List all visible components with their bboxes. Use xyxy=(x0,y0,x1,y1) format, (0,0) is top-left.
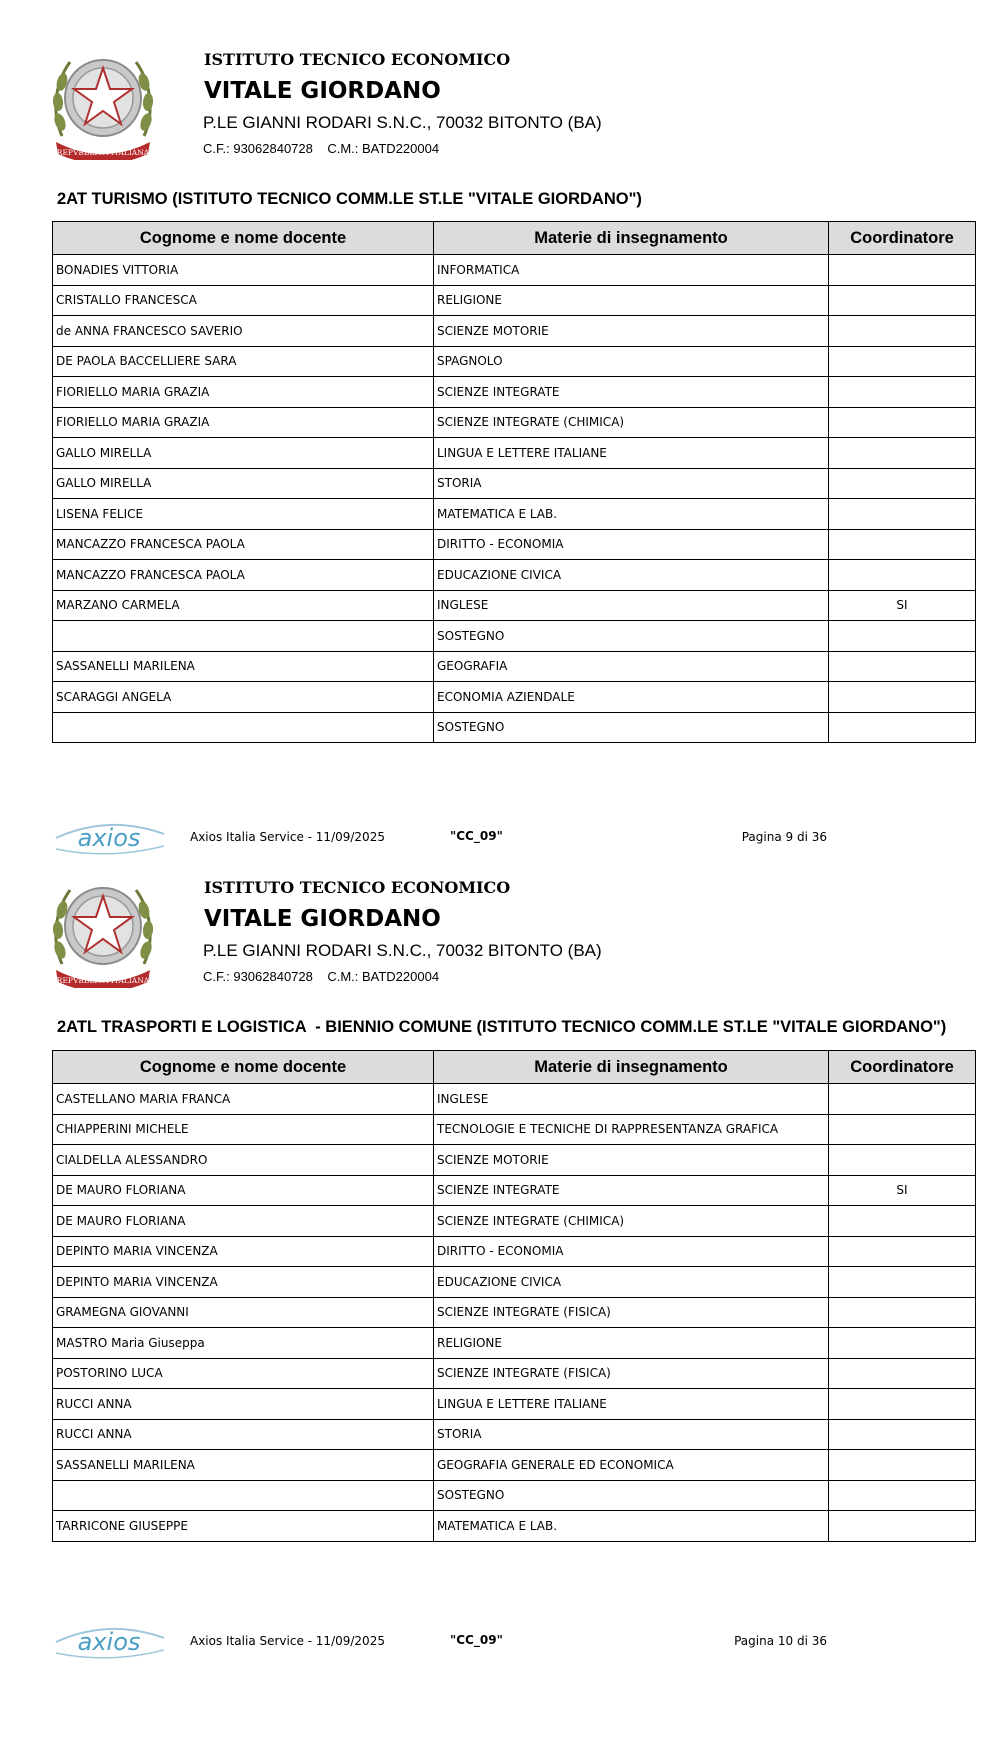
italian-republic-emblem-icon xyxy=(48,44,158,160)
cell-teacher: CHIAPPERINI MICHELE xyxy=(53,1114,434,1145)
cell-subject: LINGUA E LETTERE ITALIANE xyxy=(434,1389,829,1420)
page-10 xyxy=(0,828,995,1708)
column-header-teacher: Cognome e nome docente xyxy=(53,1051,434,1084)
table-row xyxy=(53,590,976,621)
cell-coordinator xyxy=(829,560,976,591)
table-row xyxy=(53,1084,976,1115)
cell-subject: INGLESE xyxy=(434,1084,829,1115)
institute-address: P.LE GIANNI RODARI S.N.C., 70032 BITONTO (BA) xyxy=(203,113,602,132)
cell-subject: SCIENZE INTEGRATE xyxy=(434,377,829,408)
cell-teacher: FIORIELLO MARIA GRAZIA xyxy=(53,377,434,408)
cell-teacher: MASTRO Maria Giuseppa xyxy=(53,1328,434,1359)
table-body xyxy=(53,255,976,743)
institute-name: VITALE GIORDANO xyxy=(204,906,441,932)
teachers-table xyxy=(52,221,976,743)
table-row xyxy=(53,285,976,316)
cell-teacher: LISENA FELICE xyxy=(53,499,434,530)
cell-coordinator xyxy=(829,1236,976,1267)
page-9 xyxy=(0,0,995,870)
cell-coordinator xyxy=(829,1511,976,1542)
cell-coordinator: SI xyxy=(829,1175,976,1206)
footer-service: Axios Italia Service - 11/09/2025 xyxy=(190,830,385,844)
cell-teacher: RUCCI ANNA xyxy=(53,1389,434,1420)
cell-teacher: GRAMEGNA GIOVANNI xyxy=(53,1297,434,1328)
cell-teacher: SASSANELLI MARILENA xyxy=(53,651,434,682)
table-row xyxy=(53,651,976,682)
table-header-row xyxy=(53,222,976,255)
cell-subject: INGLESE xyxy=(434,590,829,621)
cell-teacher: de ANNA FRANCESCO SAVERIO xyxy=(53,316,434,347)
table-row xyxy=(53,1114,976,1145)
cell-teacher: DEPINTO MARIA VINCENZA xyxy=(53,1236,434,1267)
cell-subject: EDUCAZIONE CIVICA xyxy=(434,560,829,591)
cell-subject: SCIENZE INTEGRATE (FISICA) xyxy=(434,1297,829,1328)
footer-service: Axios Italia Service - 11/09/2025 xyxy=(190,1634,385,1648)
cell-teacher: GALLO MIRELLA xyxy=(53,468,434,499)
cell-subject: EDUCAZIONE CIVICA xyxy=(434,1267,829,1298)
cell-teacher: BONADIES VITTORIA xyxy=(53,255,434,286)
cell-subject: SCIENZE INTEGRATE (CHIMICA) xyxy=(434,1206,829,1237)
cell-subject: SCIENZE INTEGRATE xyxy=(434,1175,829,1206)
table-row xyxy=(53,621,976,652)
table-row xyxy=(53,682,976,713)
cell-subject: GEOGRAFIA xyxy=(434,651,829,682)
cell-coordinator xyxy=(829,1328,976,1359)
cell-coordinator xyxy=(829,438,976,469)
table-row xyxy=(53,255,976,286)
table-row xyxy=(53,1450,976,1481)
footer-code: "CC_09" xyxy=(450,829,503,843)
table-row xyxy=(53,1175,976,1206)
table-row xyxy=(53,1358,976,1389)
cell-teacher xyxy=(53,621,434,652)
cell-coordinator xyxy=(829,1084,976,1115)
cell-coordinator xyxy=(829,1145,976,1176)
institute-type: ISTITUTO TECNICO ECONOMICO xyxy=(204,878,511,897)
table-row xyxy=(53,1206,976,1237)
table-row xyxy=(53,316,976,347)
cell-coordinator xyxy=(829,1419,976,1450)
cell-coordinator xyxy=(829,1389,976,1420)
table-row xyxy=(53,1297,976,1328)
cell-coordinator xyxy=(829,285,976,316)
italian-republic-emblem-icon xyxy=(48,872,158,988)
axios-logo-text: axios xyxy=(77,1628,141,1656)
table-body xyxy=(53,1084,976,1542)
cell-subject: ECONOMIA AZIENDALE xyxy=(434,682,829,713)
cell-subject: SOSTEGNO xyxy=(434,1480,829,1511)
footer-code: "CC_09" xyxy=(450,1633,503,1647)
institute-codes: C.F.: 93062840728 C.M.: BATD220004 xyxy=(203,141,440,156)
cell-subject: SPAGNOLO xyxy=(434,346,829,377)
cell-subject: STORIA xyxy=(434,1419,829,1450)
cell-teacher: CIALDELLA ALESSANDRO xyxy=(53,1145,434,1176)
cell-coordinator xyxy=(829,712,976,743)
cell-teacher: MANCAZZO FRANCESCA PAOLA xyxy=(53,560,434,591)
cell-subject: DIRITTO - ECONOMIA xyxy=(434,529,829,560)
column-header-coordinator: Coordinatore xyxy=(829,222,976,255)
table-row xyxy=(53,438,976,469)
institute-codes: C.F.: 93062840728 C.M.: BATD220004 xyxy=(203,969,440,984)
cell-coordinator xyxy=(829,1450,976,1481)
cell-teacher: CASTELLANO MARIA FRANCA xyxy=(53,1084,434,1115)
cell-teacher: RUCCI ANNA xyxy=(53,1419,434,1450)
document-header xyxy=(0,0,995,157)
cell-coordinator xyxy=(829,529,976,560)
cell-subject: RELIGIONE xyxy=(434,1328,829,1359)
cell-subject: DIRITTO - ECONOMIA xyxy=(434,1236,829,1267)
teachers-table xyxy=(52,1050,976,1542)
footer-page-number: Pagina 9 di 36 xyxy=(741,830,827,844)
cell-subject: LINGUA E LETTERE ITALIANE xyxy=(434,438,829,469)
cell-teacher xyxy=(53,1480,434,1511)
column-header-subject: Materie di insegnamento xyxy=(434,1051,829,1084)
cell-teacher: CRISTALLO FRANCESCA xyxy=(53,285,434,316)
cell-coordinator xyxy=(829,1480,976,1511)
table-row xyxy=(53,468,976,499)
table-row xyxy=(53,499,976,530)
cell-teacher: SASSANELLI MARILENA xyxy=(53,1450,434,1481)
table-row xyxy=(53,346,976,377)
cell-coordinator: SI xyxy=(829,590,976,621)
page-footer xyxy=(0,1622,995,1662)
table-row xyxy=(53,529,976,560)
institute-address: P.LE GIANNI RODARI S.N.C., 70032 BITONTO (BA) xyxy=(203,941,602,960)
cell-teacher: SCARAGGI ANGELA xyxy=(53,682,434,713)
cell-teacher: MANCAZZO FRANCESCA PAOLA xyxy=(53,529,434,560)
cell-teacher: FIORIELLO MARIA GRAZIA xyxy=(53,407,434,438)
table-row xyxy=(53,377,976,408)
cell-subject: RELIGIONE xyxy=(434,285,829,316)
table-row xyxy=(53,560,976,591)
table-row xyxy=(53,1145,976,1176)
cell-subject: GEOGRAFIA GENERALE ED ECONOMICA xyxy=(434,1450,829,1481)
cell-coordinator xyxy=(829,1114,976,1145)
cell-teacher xyxy=(53,712,434,743)
cell-coordinator xyxy=(829,651,976,682)
cell-coordinator xyxy=(829,682,976,713)
cell-subject: SCIENZE MOTORIE xyxy=(434,316,829,347)
emblem-ribbon-text: REPVBBLICA ITALIANA xyxy=(56,148,150,157)
column-header-subject: Materie di insegnamento xyxy=(434,222,829,255)
axios-logo-text: axios xyxy=(77,824,141,852)
cell-teacher: DE PAOLA BACCELLIERE SARA xyxy=(53,346,434,377)
cell-coordinator xyxy=(829,255,976,286)
table-row xyxy=(53,1419,976,1450)
cell-coordinator xyxy=(829,499,976,530)
cell-subject: SCIENZE MOTORIE xyxy=(434,1145,829,1176)
cell-subject: SOSTEGNO xyxy=(434,712,829,743)
cell-teacher: TARRICONE GIUSEPPE xyxy=(53,1511,434,1542)
cell-teacher: MARZANO CARMELA xyxy=(53,590,434,621)
institute-type: ISTITUTO TECNICO ECONOMICO xyxy=(204,50,511,69)
cell-teacher: DEPINTO MARIA VINCENZA xyxy=(53,1267,434,1298)
table-row xyxy=(53,1236,976,1267)
cell-teacher: DE MAURO FLORIANA xyxy=(53,1175,434,1206)
table-row xyxy=(53,1328,976,1359)
cell-subject: SOSTEGNO xyxy=(434,621,829,652)
table-row xyxy=(53,712,976,743)
cell-subject: STORIA xyxy=(434,468,829,499)
cell-subject: INFORMATICA xyxy=(434,255,829,286)
cell-coordinator xyxy=(829,621,976,652)
cell-coordinator xyxy=(829,1206,976,1237)
footer-page-number: Pagina 10 di 36 xyxy=(734,1634,827,1648)
cell-subject: MATEMATICA E LAB. xyxy=(434,499,829,530)
cell-subject: TECNOLOGIE E TECNICHE DI RAPPRESENTANZA GRAFICA xyxy=(434,1114,829,1145)
emblem-ribbon-text: REPVBBLICA ITALIANA xyxy=(56,976,150,985)
document-header xyxy=(0,828,995,985)
table-row xyxy=(53,407,976,438)
cell-coordinator xyxy=(829,346,976,377)
cell-subject: SCIENZE INTEGRATE (FISICA) xyxy=(434,1358,829,1389)
cell-teacher: GALLO MIRELLA xyxy=(53,438,434,469)
cell-coordinator xyxy=(829,1297,976,1328)
table-row xyxy=(53,1389,976,1420)
cell-teacher: DE MAURO FLORIANA xyxy=(53,1206,434,1237)
axios-logo-icon xyxy=(52,1622,167,1660)
cell-coordinator xyxy=(829,468,976,499)
class-title: 2ATL TRASPORTI E LOGISTICA - BIENNIO COMUNE (ISTITUTO TECNICO COMM.LE ST.LE "VITALE GIORDANO") xyxy=(57,1018,947,1036)
table-header-row xyxy=(53,1051,976,1084)
cell-coordinator xyxy=(829,407,976,438)
institute-name: VITALE GIORDANO xyxy=(204,78,441,104)
table-row xyxy=(53,1511,976,1542)
cell-subject: SCIENZE INTEGRATE (CHIMICA) xyxy=(434,407,829,438)
table-row xyxy=(53,1267,976,1298)
cell-subject: MATEMATICA E LAB. xyxy=(434,1511,829,1542)
cell-coordinator xyxy=(829,377,976,408)
cell-coordinator xyxy=(829,1358,976,1389)
class-title: 2AT TURISMO (ISTITUTO TECNICO COMM.LE ST.LE "VITALE GIORDANO") xyxy=(57,190,642,208)
cell-teacher: POSTORINO LUCA xyxy=(53,1358,434,1389)
table-row xyxy=(53,1480,976,1511)
cell-coordinator xyxy=(829,316,976,347)
column-header-coordinator: Coordinatore xyxy=(829,1051,976,1084)
column-header-teacher: Cognome e nome docente xyxy=(53,222,434,255)
cell-coordinator xyxy=(829,1267,976,1298)
